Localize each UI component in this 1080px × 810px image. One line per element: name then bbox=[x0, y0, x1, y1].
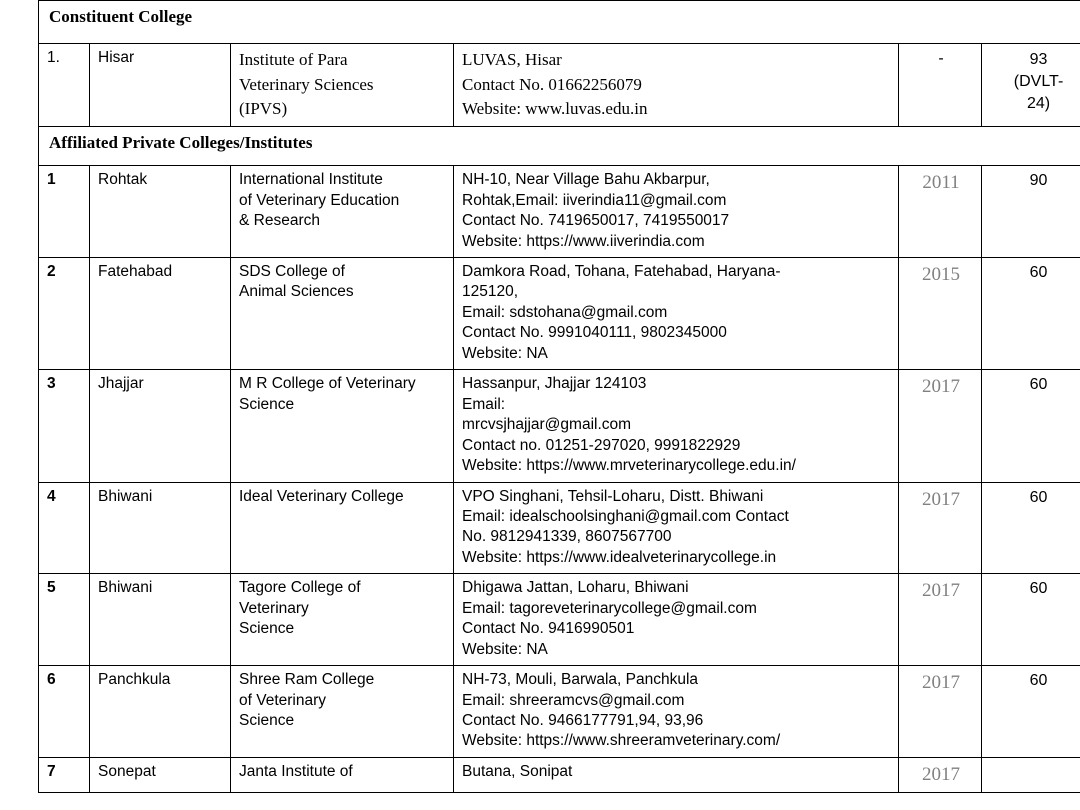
table-row bbox=[39, 44, 1080, 126]
cell-sno: 1. bbox=[39, 44, 90, 126]
cell-district: Bhiwani bbox=[90, 482, 231, 574]
college-name-line: Janta Institute of bbox=[239, 762, 353, 780]
cell-address bbox=[454, 44, 899, 126]
cell-college-name bbox=[231, 44, 454, 126]
table-body bbox=[39, 1, 1080, 793]
cell-intake: 60 bbox=[982, 370, 1080, 482]
section-heading-affiliated: Affiliated Private Colleges/Institutes bbox=[39, 126, 1080, 165]
address-line: Email: idealschoolsinghani@gmail.com Contact bbox=[462, 507, 789, 525]
table-row bbox=[39, 482, 1080, 574]
cell-sno: 4 bbox=[39, 482, 90, 574]
cell-intake bbox=[982, 44, 1080, 126]
cell-intake bbox=[982, 757, 1080, 792]
cell-year: 2015 bbox=[899, 257, 982, 369]
address-line: VPO Singhani, Tehsil-Loharu, Distt. Bhiwani bbox=[462, 487, 764, 505]
cell-year: 2017 bbox=[899, 666, 982, 758]
address-line: Website: https://www.mrveterinarycollege.edu.in/ bbox=[462, 457, 796, 475]
cell-address bbox=[454, 757, 899, 792]
table-row bbox=[39, 166, 1080, 258]
college-name-line: Shree Ram College bbox=[239, 671, 375, 689]
cell-college-name bbox=[231, 166, 454, 258]
college-name-line: Ideal Veterinary College bbox=[239, 487, 404, 505]
address-line: Contact No. 9991040111, 9802345000 bbox=[462, 324, 727, 342]
address-line: Rohtak,Email: iiverindia11@gmail.com bbox=[462, 191, 727, 209]
address-line: mrcvsjhajjar@gmail.com bbox=[462, 416, 632, 434]
address-line: Contact No. 9466177791,94, 93,96 bbox=[462, 712, 704, 730]
college-name-line: Tagore College of bbox=[239, 579, 361, 597]
cell-district: Hisar bbox=[90, 44, 231, 126]
college-name-line: of Veterinary Education bbox=[239, 191, 400, 209]
college-name-line: Science bbox=[239, 395, 295, 413]
college-name-line: Veterinary bbox=[239, 599, 309, 617]
cell-address bbox=[454, 166, 899, 258]
colleges-table bbox=[38, 0, 1080, 793]
college-name-line: (IPVS) bbox=[239, 98, 288, 118]
cell-address bbox=[454, 574, 899, 666]
address-line: Email: bbox=[462, 395, 506, 413]
cell-address bbox=[454, 370, 899, 482]
address-line: Email: shreeramcvs@gmail.com bbox=[462, 691, 685, 709]
cell-district: Bhiwani bbox=[90, 574, 231, 666]
cell-sno: 1 bbox=[39, 166, 90, 258]
cell-address bbox=[454, 666, 899, 758]
table-row bbox=[39, 370, 1080, 482]
college-name-line: Science bbox=[239, 712, 295, 730]
college-name-line: M R College of Veterinary bbox=[239, 375, 416, 393]
college-name-line: & Research bbox=[239, 212, 320, 230]
address-line: Website: https://www.shreeramveterinary.com/ bbox=[462, 732, 781, 750]
address-line: Hassanpur, Jhajjar 124103 bbox=[462, 375, 647, 393]
section-header-row bbox=[39, 1, 1080, 44]
cell-sno: 6 bbox=[39, 666, 90, 758]
cell-year: 2017 bbox=[899, 370, 982, 482]
cell-year: 2017 bbox=[899, 757, 982, 792]
address-line: Dhigawa Jattan, Loharu, Bhiwani bbox=[462, 579, 689, 597]
cell-sno: 5 bbox=[39, 574, 90, 666]
intake-line: 24) bbox=[1026, 94, 1051, 112]
college-name-line: Veterinary Sciences bbox=[239, 74, 374, 94]
cell-address bbox=[454, 482, 899, 574]
cell-college-name bbox=[231, 574, 454, 666]
address-line: NH-73, Mouli, Barwala, Panchkula bbox=[462, 671, 699, 689]
table-row bbox=[39, 666, 1080, 758]
cell-college-name bbox=[231, 666, 454, 758]
address-line: Contact no. 01251-297020, 9991822929 bbox=[462, 436, 741, 454]
college-name-line: of Veterinary bbox=[239, 691, 327, 709]
cell-intake: 60 bbox=[982, 257, 1080, 369]
address-line: Contact No. 7419650017, 7419550017 bbox=[462, 212, 730, 230]
college-name-line: Institute of Para bbox=[239, 50, 348, 70]
address-line: Butana, Sonipat bbox=[462, 762, 573, 780]
address-line: Website: NA bbox=[462, 344, 548, 362]
college-name-line: Science bbox=[239, 620, 295, 638]
address-line: 125120, bbox=[462, 283, 519, 301]
address-line: Contact No. 01662256079 bbox=[462, 74, 642, 94]
table-row bbox=[39, 757, 1080, 792]
address-line: Contact No. 9416990501 bbox=[462, 620, 635, 638]
table-row bbox=[39, 257, 1080, 369]
college-name-line: International Institute bbox=[239, 171, 383, 189]
cell-district: Rohtak bbox=[90, 166, 231, 258]
intake-line: (DVLT- bbox=[1013, 72, 1064, 90]
cell-year: 2017 bbox=[899, 482, 982, 574]
cell-sno: 7 bbox=[39, 757, 90, 792]
cell-year: - bbox=[899, 44, 982, 126]
cell-year: 2011 bbox=[899, 166, 982, 258]
cell-sno: 3 bbox=[39, 370, 90, 482]
cell-sno: 2 bbox=[39, 257, 90, 369]
cell-college-name bbox=[231, 482, 454, 574]
section-heading-constituent: Constituent College bbox=[39, 1, 1080, 44]
address-line: No. 9812941339, 8607567700 bbox=[462, 528, 672, 546]
address-line: Website: https://www.idealveterinarycollege.in bbox=[462, 548, 777, 566]
cell-intake: 60 bbox=[982, 482, 1080, 574]
cell-district: Sonepat bbox=[90, 757, 231, 792]
cell-intake: 60 bbox=[982, 574, 1080, 666]
cell-intake: 60 bbox=[982, 666, 1080, 758]
address-line: Website: NA bbox=[462, 640, 548, 658]
address-line: LUVAS, Hisar bbox=[462, 50, 562, 70]
table-row bbox=[39, 574, 1080, 666]
cell-college-name bbox=[231, 257, 454, 369]
address-line: Website: https://www.iiverindia.com bbox=[462, 232, 705, 250]
cell-district: Panchkula bbox=[90, 666, 231, 758]
address-line: NH-10, Near Village Bahu Akbarpur, bbox=[462, 171, 710, 189]
address-line: Email: tagoreveterinarycollege@gmail.com bbox=[462, 599, 757, 617]
address-line: Damkora Road, Tohana, Fatehabad, Haryana- bbox=[462, 262, 781, 280]
college-name-line: Animal Sciences bbox=[239, 283, 354, 301]
cell-year: 2017 bbox=[899, 574, 982, 666]
section-header-row bbox=[39, 126, 1080, 165]
cell-college-name bbox=[231, 757, 454, 792]
college-name-line: SDS College of bbox=[239, 262, 345, 280]
cell-district: Jhajjar bbox=[90, 370, 231, 482]
cell-intake: 90 bbox=[982, 166, 1080, 258]
cell-address bbox=[454, 257, 899, 369]
cell-college-name bbox=[231, 370, 454, 482]
address-line: Email: sdstohana@gmail.com bbox=[462, 303, 668, 321]
intake-line: 93 bbox=[1029, 51, 1048, 69]
address-line: Website: www.luvas.edu.in bbox=[462, 98, 648, 118]
cell-district: Fatehabad bbox=[90, 257, 231, 369]
